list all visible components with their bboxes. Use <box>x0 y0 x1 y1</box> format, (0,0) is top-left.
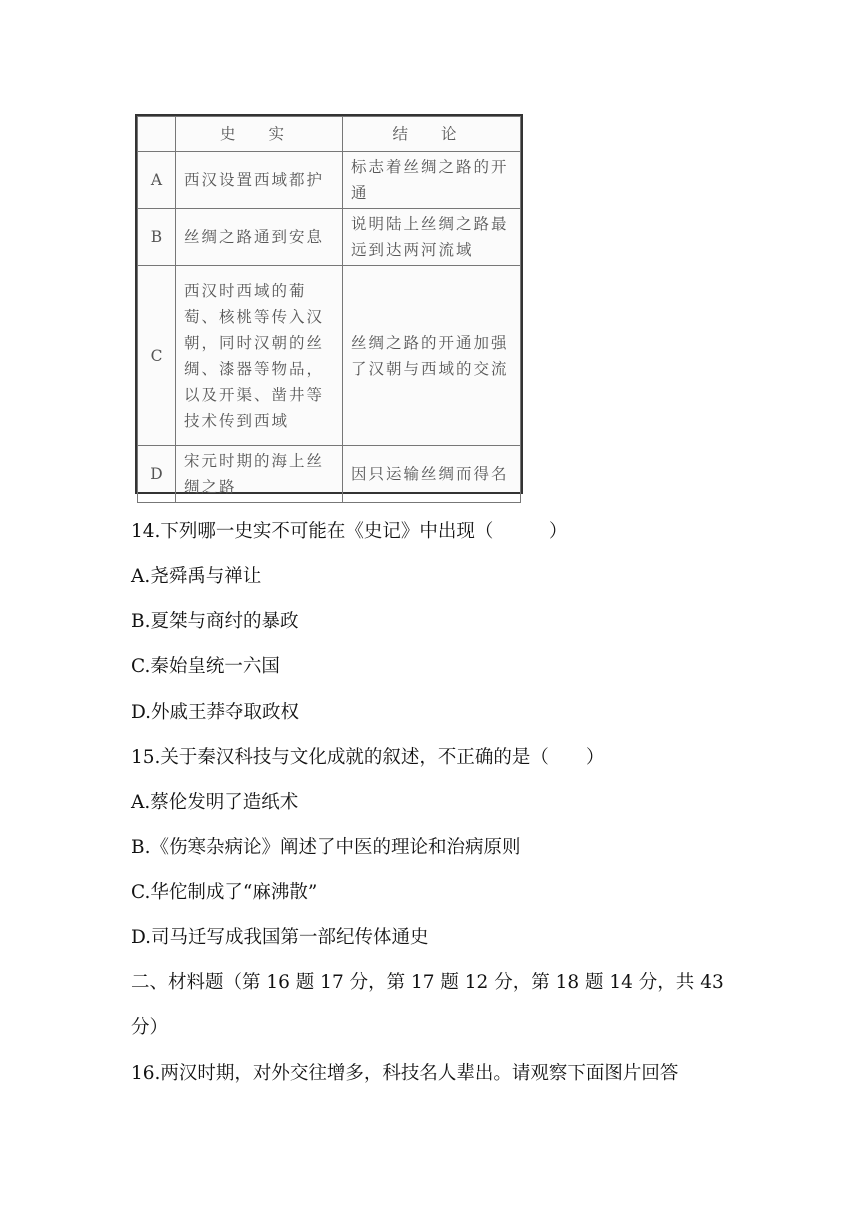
question-16-stem: 16.两汉时期，对外交往增多，科技名人辈出。请观察下面图片回答 <box>131 1063 679 1084</box>
question-14-option-a: A.尧舜禹与禅让 <box>131 566 262 587</box>
question-14-option-c: C.秦始皇统一六国 <box>131 656 280 677</box>
question-14-option-b: B.夏桀与商纣的暴政 <box>131 611 299 632</box>
row-option: A <box>138 152 176 209</box>
row-conclusion: 因只运输丝绸而得名 <box>343 446 521 503</box>
table-header-conclusion: 结 论 <box>343 117 521 152</box>
question-14-stem: 14.下列哪一史实不可能在《史记》中出现（ ） <box>131 521 568 542</box>
table-row <box>138 152 521 209</box>
history-table <box>137 116 521 503</box>
row-fact: 西汉时西域的葡萄、核桃等传入汉朝，同时汉朝的丝绸、漆器等物品，以及开渠、凿井等技术传到西域 <box>176 266 343 446</box>
row-conclusion: 标志着丝绸之路的开通 <box>343 152 521 209</box>
question-15-option-d: D.司马迁写成我国第一部纪传体通史 <box>131 927 429 948</box>
question-15-stem: 15.关于秦汉科技与文化成就的叙述，不正确的是（ ） <box>131 747 605 768</box>
question-15-option-b: B.《伤寒杂病论》阐述了中医的理论和治病原则 <box>131 837 521 858</box>
row-option: B <box>138 209 176 266</box>
table-header-option <box>138 117 176 152</box>
table-header-fact: 史 实 <box>176 117 343 152</box>
row-fact: 西汉设置西域都护 <box>176 152 343 209</box>
row-conclusion: 丝绸之路的开通加强了汉朝与西域的交流 <box>343 266 521 446</box>
question-15-option-c: C.华佗制成了“麻沸散” <box>131 882 318 903</box>
row-fact: 宋元时期的海上丝绸之路 <box>176 446 343 503</box>
table-row <box>138 209 521 266</box>
section-two-heading: 二、材料题（第 16 题 17 分，第 17 题 12 分，第 18 题 14 分，共 43 <box>131 972 724 993</box>
history-table-image <box>135 114 523 494</box>
row-option: D <box>138 446 176 503</box>
question-15-option-a: A.蔡伦发明了造纸术 <box>131 792 299 813</box>
question-14-option-d: D.外戚王莽夺取政权 <box>131 702 300 723</box>
row-fact: 丝绸之路通到安息 <box>176 209 343 266</box>
table-header-row <box>138 117 521 152</box>
table-row <box>138 446 521 503</box>
table-row <box>138 266 521 446</box>
row-option: C <box>138 266 176 446</box>
row-conclusion: 说明陆上丝绸之路最远到达两河流域 <box>343 209 521 266</box>
section-two-heading-cont: 分） <box>131 1017 169 1038</box>
